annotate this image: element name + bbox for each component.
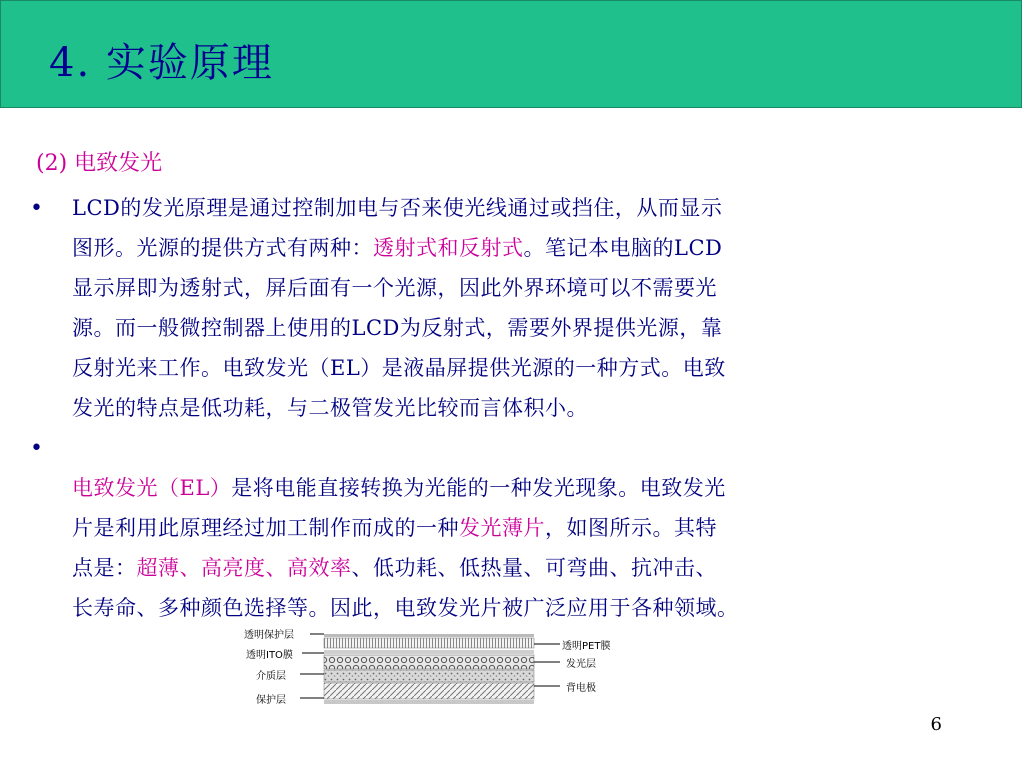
paragraph-lcd [72, 188, 952, 428]
label-transparent-pet-film: 透明PET膜 [562, 641, 611, 652]
el-layer-diagram [240, 624, 620, 716]
para2-line-1-text: 是将电能直接转换为光能的一种发光现象。电致发光 [231, 476, 726, 500]
paragraph-el [72, 468, 952, 628]
back-electrode-layer [324, 683, 534, 699]
transparent-pet-layer [324, 638, 534, 648]
dielectric-layer [324, 670, 534, 682]
bullet-marker-2: • [30, 436, 43, 461]
para2-line-2-text: 片是利用此原理经过加工制作而成的一种 [72, 516, 459, 540]
label-protective-layer: 保护层 [256, 695, 286, 706]
section-subheading: (2) 电致发光 [36, 151, 163, 176]
page-number: 6 [930, 714, 942, 735]
highlight-features: 超薄、高亮度、高效率 [136, 556, 352, 580]
para2-line-2-tail: ，如图所示。其特 [545, 516, 717, 540]
para1-line-6: 发光的特点是低功耗，与二极管发光比较而言体积小。 [72, 396, 588, 420]
para1-line-2 [72, 228, 952, 268]
para1-line-2-text: 图形。光源的提供方式有两种： [72, 236, 373, 260]
label-dielectric-layer: 介质层 [256, 671, 286, 682]
para1-line-3: 显示屏即为透射式，屏后面有一个光源，因此外界环境可以不需要光 [72, 276, 717, 300]
para2-line-3-text: 点是： [72, 556, 137, 580]
bullet-marker-1: • [30, 196, 43, 221]
protective-layer [324, 700, 534, 704]
para2-line-1 [72, 468, 952, 508]
para1-line-1: LCD的发光原理是通过控制加电与否来使光线通过或挡住，从而显示 [72, 196, 723, 220]
transparent-ito-layer [324, 650, 534, 654]
label-phosphor-layer: 发光层 [566, 659, 596, 670]
title-bar [0, 0, 1022, 108]
phosphor-layer [324, 655, 534, 669]
highlight-el-term: 电致发光（EL） [72, 476, 232, 500]
para2-line-3 [72, 548, 952, 588]
label-transparent-protective-layer: 透明保护层 [244, 630, 294, 641]
transparent-protective-layer [324, 634, 534, 637]
para1-line-4: 源。而一般微控制器上使用的LCD为反射式，需要外界提供光源，靠 [72, 316, 723, 340]
page-title: 4. 实验原理 [49, 40, 274, 86]
highlight-luminous-sheet: 发光薄片 [459, 516, 545, 540]
highlight-transmissive-reflective: 透射式和反射式 [373, 236, 524, 260]
para2-line-3-tail: 、低功耗、低热量、可弯曲、抗冲击、 [351, 556, 717, 580]
para2-line-2 [72, 508, 952, 548]
para1-line-5: 反射光来工作。电致发光（EL）是液晶屏提供光源的一种方式。电致 [72, 356, 726, 380]
para1-line-2-tail: 。笔记本电脑的LCD [523, 236, 723, 260]
para2-line-4: 长寿命、多种颜色选择等。因此，电致发光片被广泛应用于各种领域。 [72, 596, 739, 620]
label-transparent-ito-film: 透明ITO膜 [246, 650, 293, 661]
label-back-electrode: 背电极 [566, 683, 596, 694]
